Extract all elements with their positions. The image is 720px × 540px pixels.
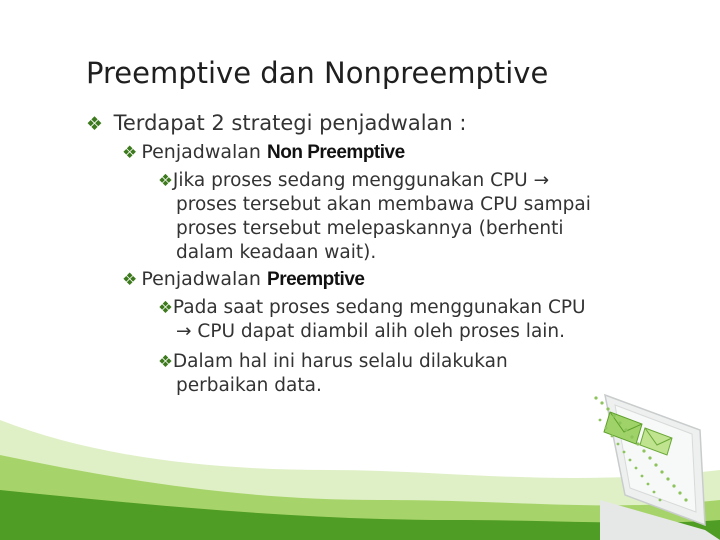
diamond-bullet-icon: ❖ [122,143,138,163]
bullet-prefix: Penjadwalan [141,268,268,290]
pre-desc2-line-1: ❖Dalam hal ini harus selalu dilakukan [158,351,508,372]
nonpre-desc-line-3: proses tersebut melepaskannya (berhenti [176,218,564,239]
pre-desc1-line-1: ❖Pada saat proses sedang menggunakan CPU [158,297,586,318]
pre-desc2-line-2: perbaikan data. [176,375,322,396]
bullet-intro [86,113,466,134]
emphasis-term: Non Preemptive [267,142,405,163]
nonpre-desc-line-2: proses tersebut akan membawa CPU sampai [176,194,591,215]
bullet-text: Terdapat 2 strategi penjadwalan : [113,111,467,135]
diamond-bullet-icon: ❖ [158,352,173,371]
nonpre-desc-line-1: ❖Jika proses sedang menggunakan CPU → [158,170,550,191]
emphasis-term: Preemptive [267,269,365,290]
diamond-bullet-icon: ❖ [158,298,173,317]
diamond-bullet-icon: ❖ [122,270,138,290]
diamond-bullet-icon: ❖ [86,113,103,135]
arrow-icon: → [533,170,550,191]
nonpre-desc-line-4: dalam keadaan wait). [176,242,377,263]
pre-desc1-line-2: → CPU dapat diambil alih oleh proses lain. [176,321,566,342]
arrow-icon: → [176,321,192,342]
bullet-nonpreemptive [122,143,405,162]
slide-title: Preemptive dan Nonpreemptive [86,56,549,90]
bullet-preemptive [122,270,364,289]
bullet-prefix: Penjadwalan [141,141,268,163]
diamond-bullet-icon: ❖ [158,171,173,190]
